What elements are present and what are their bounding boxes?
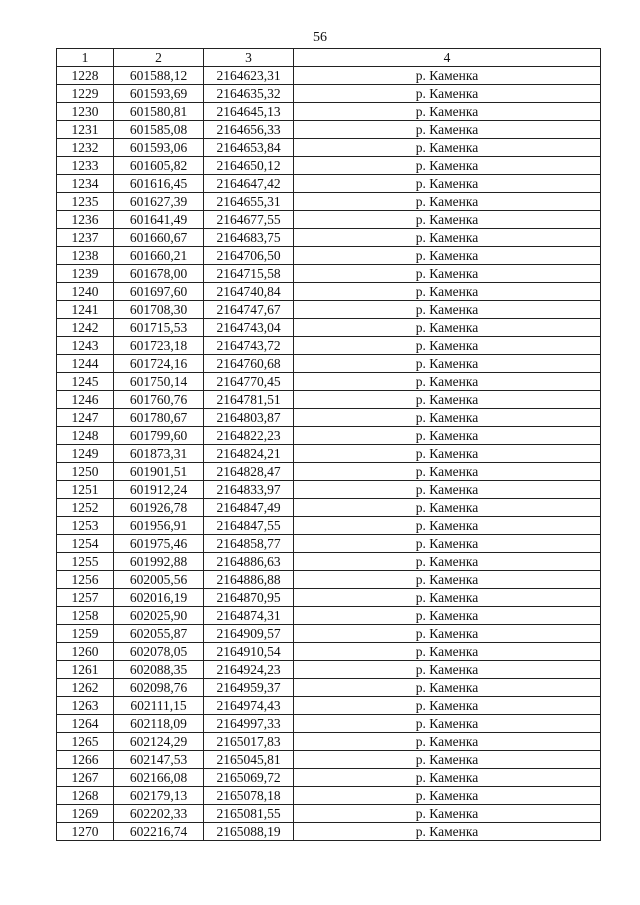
coordinate-y-cell: 2165078,18 [204, 787, 294, 805]
coordinate-y-cell: 2164653,84 [204, 139, 294, 157]
coordinate-y-cell: 2164743,72 [204, 337, 294, 355]
point-number-cell: 1259 [57, 625, 114, 643]
table-row [57, 391, 601, 409]
coordinate-y-cell: 2164677,55 [204, 211, 294, 229]
page-number: 56 [313, 30, 327, 45]
description-cell: р. Каменка [294, 679, 601, 697]
coordinate-x-cell: 601616,45 [114, 175, 204, 193]
point-number-cell: 1243 [57, 337, 114, 355]
coordinate-y-cell: 2164803,87 [204, 409, 294, 427]
point-number-cell: 1250 [57, 463, 114, 481]
point-number-cell: 1252 [57, 499, 114, 517]
table-row [57, 445, 601, 463]
coordinate-x-cell: 602098,76 [114, 679, 204, 697]
point-number-cell: 1253 [57, 517, 114, 535]
column-header-2: 2 [114, 49, 204, 67]
coordinate-y-cell: 2164715,58 [204, 265, 294, 283]
description-cell: р. Каменка [294, 481, 601, 499]
description-cell: р. Каменка [294, 391, 601, 409]
coordinate-x-cell: 601975,46 [114, 535, 204, 553]
coordinate-y-cell: 2164647,42 [204, 175, 294, 193]
coordinate-y-cell: 2164828,47 [204, 463, 294, 481]
table-row [57, 337, 601, 355]
point-number-cell: 1239 [57, 265, 114, 283]
description-cell: р. Каменка [294, 355, 601, 373]
table-row [57, 67, 601, 85]
point-number-cell: 1232 [57, 139, 114, 157]
table-row [57, 625, 601, 643]
coordinate-x-cell: 601708,30 [114, 301, 204, 319]
coordinate-x-cell: 601873,31 [114, 445, 204, 463]
description-cell: р. Каменка [294, 373, 601, 391]
coordinate-x-cell: 602202,33 [114, 805, 204, 823]
coordinate-y-cell: 2164847,55 [204, 517, 294, 535]
table-row [57, 805, 601, 823]
point-number-cell: 1242 [57, 319, 114, 337]
coordinate-y-cell: 2164760,68 [204, 355, 294, 373]
coordinate-x-cell: 602088,35 [114, 661, 204, 679]
coordinate-x-cell: 601912,24 [114, 481, 204, 499]
description-cell: р. Каменка [294, 697, 601, 715]
coordinate-x-cell: 601723,18 [114, 337, 204, 355]
coordinate-y-cell: 2164870,95 [204, 589, 294, 607]
coordinate-x-cell: 602005,56 [114, 571, 204, 589]
coordinate-y-cell: 2164743,04 [204, 319, 294, 337]
point-number-cell: 1244 [57, 355, 114, 373]
point-number-cell: 1246 [57, 391, 114, 409]
point-number-cell: 1241 [57, 301, 114, 319]
coordinate-x-cell: 602078,05 [114, 643, 204, 661]
coordinate-y-cell: 2164924,23 [204, 661, 294, 679]
coordinate-x-cell: 601593,06 [114, 139, 204, 157]
table-row [57, 175, 601, 193]
coordinate-y-cell: 2164910,54 [204, 643, 294, 661]
table-row [57, 553, 601, 571]
point-number-cell: 1267 [57, 769, 114, 787]
coordinate-x-cell: 602166,08 [114, 769, 204, 787]
description-cell: р. Каменка [294, 661, 601, 679]
coordinate-y-cell: 2164623,31 [204, 67, 294, 85]
column-header-1: 1 [57, 49, 114, 67]
coordinate-x-cell: 601660,21 [114, 247, 204, 265]
coordinate-x-cell: 601956,91 [114, 517, 204, 535]
description-cell: р. Каменка [294, 805, 601, 823]
point-number-cell: 1256 [57, 571, 114, 589]
coordinate-x-cell: 602216,74 [114, 823, 204, 841]
table-row [57, 103, 601, 121]
table-row [57, 139, 601, 157]
point-number-cell: 1229 [57, 85, 114, 103]
table-body [57, 67, 601, 841]
table-row [57, 301, 601, 319]
coordinate-x-cell: 601750,14 [114, 373, 204, 391]
coordinate-x-cell: 601641,49 [114, 211, 204, 229]
table-row [57, 643, 601, 661]
description-cell: р. Каменка [294, 247, 601, 265]
point-number-cell: 1247 [57, 409, 114, 427]
description-cell: р. Каменка [294, 283, 601, 301]
table-row [57, 409, 601, 427]
description-cell: р. Каменка [294, 625, 601, 643]
table-row [57, 661, 601, 679]
table-row [57, 787, 601, 805]
coordinate-x-cell: 601992,88 [114, 553, 204, 571]
description-cell: р. Каменка [294, 823, 601, 841]
table-row [57, 589, 601, 607]
description-cell: р. Каменка [294, 445, 601, 463]
coordinate-y-cell: 2164822,23 [204, 427, 294, 445]
description-cell: р. Каменка [294, 427, 601, 445]
coordinate-y-cell: 2164770,45 [204, 373, 294, 391]
point-number-cell: 1269 [57, 805, 114, 823]
coordinate-x-cell: 601627,39 [114, 193, 204, 211]
point-number-cell: 1270 [57, 823, 114, 841]
description-cell: р. Каменка [294, 715, 601, 733]
coordinate-y-cell: 2164740,84 [204, 283, 294, 301]
point-number-cell: 1251 [57, 481, 114, 499]
coordinate-y-cell: 2164683,75 [204, 229, 294, 247]
point-number-cell: 1254 [57, 535, 114, 553]
coordinate-x-cell: 601799,60 [114, 427, 204, 445]
coordinate-x-cell: 601593,69 [114, 85, 204, 103]
coordinate-x-cell: 602124,29 [114, 733, 204, 751]
table-row [57, 517, 601, 535]
point-number-cell: 1255 [57, 553, 114, 571]
coordinate-y-cell: 2164847,49 [204, 499, 294, 517]
point-number-cell: 1261 [57, 661, 114, 679]
point-number-cell: 1235 [57, 193, 114, 211]
coordinate-x-cell: 602147,53 [114, 751, 204, 769]
coordinate-x-cell: 602111,15 [114, 697, 204, 715]
coordinate-y-cell: 2164974,43 [204, 697, 294, 715]
table-row [57, 463, 601, 481]
description-cell: р. Каменка [294, 319, 601, 337]
description-cell: р. Каменка [294, 787, 601, 805]
point-number-cell: 1231 [57, 121, 114, 139]
point-number-cell: 1257 [57, 589, 114, 607]
table-row [57, 121, 601, 139]
coordinate-y-cell: 2165081,55 [204, 805, 294, 823]
description-cell: р. Каменка [294, 67, 601, 85]
table-row [57, 571, 601, 589]
table-row [57, 319, 601, 337]
coordinate-y-cell: 2164781,51 [204, 391, 294, 409]
table-row [57, 193, 601, 211]
table-row [57, 355, 601, 373]
description-cell: р. Каменка [294, 337, 601, 355]
description-cell: р. Каменка [294, 175, 601, 193]
table-row [57, 247, 601, 265]
table-row [57, 823, 601, 841]
point-number-cell: 1234 [57, 175, 114, 193]
description-cell: р. Каменка [294, 571, 601, 589]
coordinate-x-cell: 602025,90 [114, 607, 204, 625]
description-cell: р. Каменка [294, 589, 601, 607]
description-cell: р. Каменка [294, 301, 601, 319]
table-row [57, 373, 601, 391]
description-cell: р. Каменка [294, 211, 601, 229]
coordinate-y-cell: 2164706,50 [204, 247, 294, 265]
description-cell: р. Каменка [294, 733, 601, 751]
coordinate-y-cell: 2164747,67 [204, 301, 294, 319]
coordinate-y-cell: 2165045,81 [204, 751, 294, 769]
coordinate-y-cell: 2164655,31 [204, 193, 294, 211]
point-number-cell: 1236 [57, 211, 114, 229]
point-number-cell: 1238 [57, 247, 114, 265]
point-number-cell: 1268 [57, 787, 114, 805]
coordinate-x-cell: 601760,76 [114, 391, 204, 409]
point-number-cell: 1237 [57, 229, 114, 247]
point-number-cell: 1228 [57, 67, 114, 85]
description-cell: р. Каменка [294, 103, 601, 121]
table-row [57, 157, 601, 175]
description-cell: р. Каменка [294, 265, 601, 283]
point-number-cell: 1258 [57, 607, 114, 625]
coordinate-x-cell: 602118,09 [114, 715, 204, 733]
description-cell: р. Каменка [294, 139, 601, 157]
coordinate-x-cell: 601901,51 [114, 463, 204, 481]
table-row [57, 211, 601, 229]
coordinate-x-cell: 602055,87 [114, 625, 204, 643]
table-row [57, 769, 601, 787]
table-row [57, 427, 601, 445]
coordinate-y-cell: 2165069,72 [204, 769, 294, 787]
point-number-cell: 1260 [57, 643, 114, 661]
coordinates-table [56, 48, 601, 841]
point-number-cell: 1266 [57, 751, 114, 769]
description-cell: р. Каменка [294, 751, 601, 769]
coordinate-y-cell: 2165088,19 [204, 823, 294, 841]
description-cell: р. Каменка [294, 607, 601, 625]
coordinate-x-cell: 601660,67 [114, 229, 204, 247]
coordinate-x-cell: 601926,78 [114, 499, 204, 517]
point-number-cell: 1263 [57, 697, 114, 715]
point-number-cell: 1240 [57, 283, 114, 301]
point-number-cell: 1233 [57, 157, 114, 175]
table-row [57, 607, 601, 625]
coordinate-x-cell: 601780,67 [114, 409, 204, 427]
table-row [57, 499, 601, 517]
column-header-4: 4 [294, 49, 601, 67]
description-cell: р. Каменка [294, 193, 601, 211]
point-number-cell: 1265 [57, 733, 114, 751]
coordinate-y-cell: 2164886,63 [204, 553, 294, 571]
description-cell: р. Каменка [294, 85, 601, 103]
coordinate-x-cell: 601697,60 [114, 283, 204, 301]
table-row [57, 85, 601, 103]
point-number-cell: 1249 [57, 445, 114, 463]
coordinate-y-cell: 2165017,83 [204, 733, 294, 751]
table-row [57, 481, 601, 499]
coordinate-x-cell: 601678,00 [114, 265, 204, 283]
table-row [57, 715, 601, 733]
coordinate-x-cell: 602016,19 [114, 589, 204, 607]
description-cell: р. Каменка [294, 517, 601, 535]
coordinate-y-cell: 2164959,37 [204, 679, 294, 697]
coordinate-y-cell: 2164645,13 [204, 103, 294, 121]
coordinate-x-cell: 601580,81 [114, 103, 204, 121]
coordinate-x-cell: 601585,08 [114, 121, 204, 139]
description-cell: р. Каменка [294, 229, 601, 247]
table-row [57, 229, 601, 247]
coordinate-y-cell: 2164858,77 [204, 535, 294, 553]
column-header-3: 3 [204, 49, 294, 67]
table-row [57, 265, 601, 283]
description-cell: р. Каменка [294, 643, 601, 661]
coordinate-y-cell: 2164650,12 [204, 157, 294, 175]
point-number-cell: 1245 [57, 373, 114, 391]
description-cell: р. Каменка [294, 553, 601, 571]
point-number-cell: 1264 [57, 715, 114, 733]
coordinate-y-cell: 2164874,31 [204, 607, 294, 625]
description-cell: р. Каменка [294, 157, 601, 175]
description-cell: р. Каменка [294, 121, 601, 139]
table-row [57, 679, 601, 697]
point-number-cell: 1230 [57, 103, 114, 121]
coordinate-y-cell: 2164886,88 [204, 571, 294, 589]
coordinate-y-cell: 2164909,57 [204, 625, 294, 643]
table-row [57, 283, 601, 301]
coordinate-x-cell: 602179,13 [114, 787, 204, 805]
coordinate-y-cell: 2164824,21 [204, 445, 294, 463]
table-header-row [57, 49, 601, 67]
coordinate-x-cell: 601588,12 [114, 67, 204, 85]
coordinate-x-cell: 601605,82 [114, 157, 204, 175]
coordinate-x-cell: 601724,16 [114, 355, 204, 373]
table-row [57, 751, 601, 769]
point-number-cell: 1248 [57, 427, 114, 445]
coordinate-y-cell: 2164997,33 [204, 715, 294, 733]
description-cell: р. Каменка [294, 463, 601, 481]
coordinate-y-cell: 2164656,33 [204, 121, 294, 139]
table-row [57, 733, 601, 751]
table-row [57, 697, 601, 715]
description-cell: р. Каменка [294, 409, 601, 427]
table-row [57, 535, 601, 553]
point-number-cell: 1262 [57, 679, 114, 697]
description-cell: р. Каменка [294, 769, 601, 787]
coordinate-y-cell: 2164635,32 [204, 85, 294, 103]
coordinate-x-cell: 601715,53 [114, 319, 204, 337]
description-cell: р. Каменка [294, 499, 601, 517]
coordinate-y-cell: 2164833,97 [204, 481, 294, 499]
description-cell: р. Каменка [294, 535, 601, 553]
